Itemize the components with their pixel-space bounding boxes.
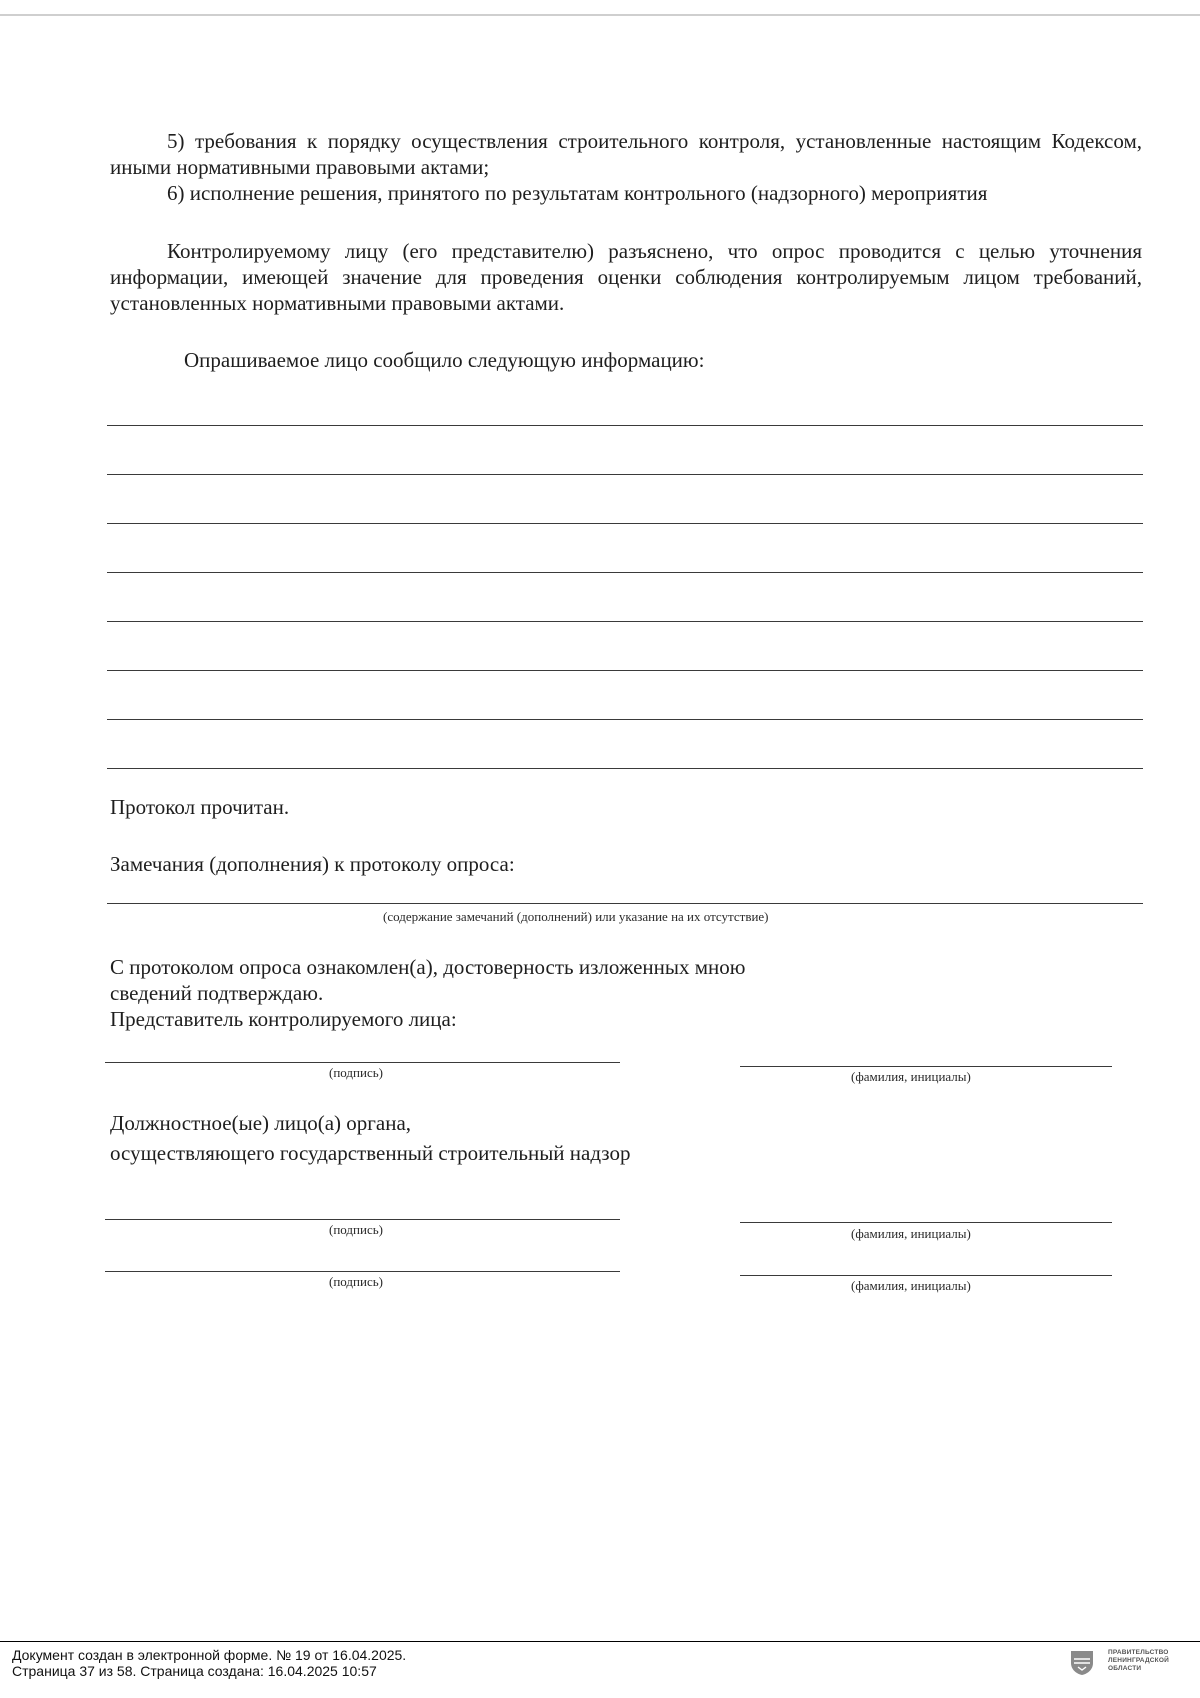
info-intro: Опрашиваемое лицо сообщило следующую информацию: (184, 348, 705, 372)
answer-line (107, 523, 1143, 524)
remarks-line (107, 903, 1143, 904)
answer-line (107, 572, 1143, 573)
answer-line (107, 768, 1143, 769)
signature-caption: (подпись) (329, 1222, 383, 1237)
logo-line-2: ЛЕНИНГРАДСКОЙ (1108, 1657, 1169, 1664)
footer-stamp (12, 1647, 406, 1679)
explanation-text: Контролируемому лицу (его представителю) разъяснено, что опрос проводится с целью уточнения информации, имеющей значение для проведения оценки соблюдения контролируемым лицом требований, установленных нормативными правовыми актами. (110, 239, 1142, 315)
logo-line-1: ПРАВИТЕЛЬСТВО (1108, 1649, 1169, 1656)
footer-divider (0, 1641, 1200, 1642)
official-name-line (740, 1222, 1112, 1223)
acknowledgement-line-1: С протоколом опроса ознакомлен(а), достоверность изложенных мною (110, 955, 746, 979)
representative-label: Представитель контролируемого лица: (110, 1007, 457, 1031)
government-logo (1070, 1649, 1188, 1683)
acknowledgement-line-2: сведений подтверждаю. (110, 981, 324, 1005)
answer-line (107, 670, 1143, 671)
list-item-6: 6) исполнение решения, принятого по результатам контрольного (надзорного) мероприятия (167, 181, 988, 205)
representative-signature-line (105, 1062, 620, 1063)
signature-caption: (подпись) (329, 1274, 383, 1289)
name-caption: (фамилия, инициалы) (851, 1069, 971, 1084)
representative-name-line (740, 1066, 1112, 1067)
officials-line-1: Должностное(ые) лицо(а) органа, (110, 1111, 412, 1135)
official-signature-line (105, 1219, 620, 1220)
answer-line (107, 474, 1143, 475)
answer-line (107, 621, 1143, 622)
answer-line (107, 425, 1143, 426)
footer-line-2: Страница 37 из 58. Страница создана: 16.04.2025 10:57 (12, 1663, 377, 1679)
protocol-read: Протокол прочитан. (110, 795, 290, 819)
name-caption: (фамилия, инициалы) (851, 1278, 971, 1293)
name-caption: (фамилия, инициалы) (851, 1226, 971, 1241)
logo-text (1108, 1649, 1188, 1673)
top-scan-edge (0, 14, 1200, 16)
footer-line-1: Документ создан в электронной форме. № 19 от 16.04.2025. (12, 1647, 407, 1663)
requirements-list (110, 128, 1142, 206)
answer-line (107, 719, 1143, 720)
official-signature-line (105, 1271, 620, 1272)
logo-line-3: ОБЛАСТИ (1108, 1665, 1142, 1672)
list-item-5: 5) требования к порядку осуществления строительного контроля, установленные настоящим Кодексом, иными нормативными правовыми актами; (110, 129, 1142, 179)
explanation-paragraph (110, 238, 1142, 316)
signature-caption: (подпись) (329, 1065, 383, 1080)
remarks-label: Замечания (дополнения) к протоколу опроса: (110, 852, 515, 876)
official-name-line (740, 1275, 1112, 1276)
officials-line-2: осуществляющего государственный строительный надзор (110, 1141, 631, 1165)
remarks-caption: (содержание замечаний (дополнений) или указание на их отсутствие) (383, 909, 769, 924)
coat-of-arms-icon (1070, 1650, 1094, 1676)
